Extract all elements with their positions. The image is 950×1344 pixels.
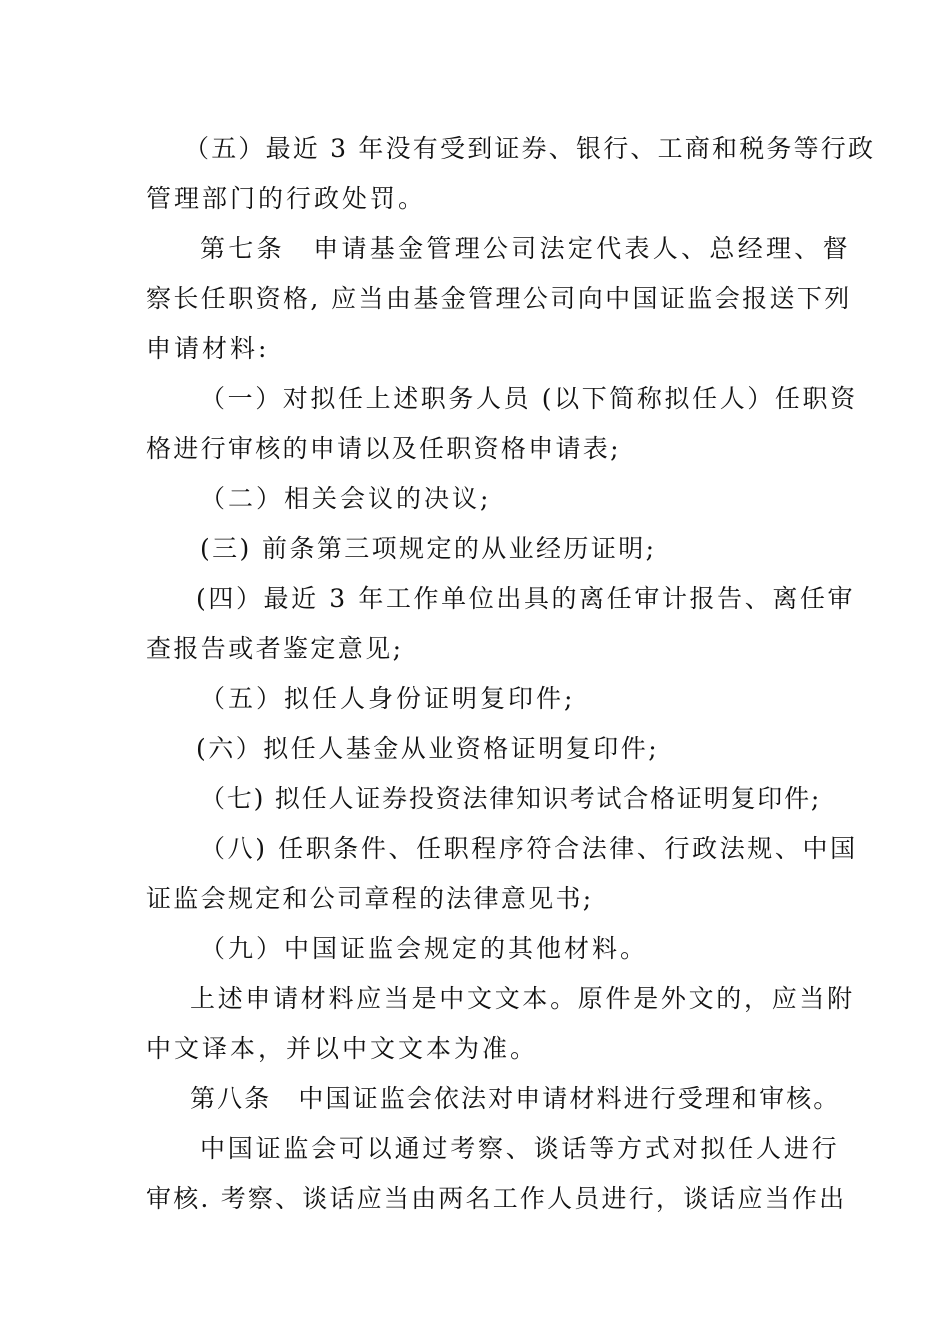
text-line: 查报告或者鉴定意见;: [146, 634, 404, 663]
text-line: 管理部门的行政处罚。: [146, 184, 427, 213]
text-line: 第八条 中国证监会依法对申请材料进行受理和审核。: [190, 1084, 841, 1113]
text-line: 上述申请材料应当是中文文本。原件是外文的，应当附: [190, 984, 855, 1013]
text-line: （一）对拟任上述职务人员 (以下简称拟任人）任职资: [200, 384, 858, 413]
text-line: 中国证监会可以通过考察、谈话等方式对拟任人进行: [200, 1134, 840, 1163]
text-line: （七) 拟任人证券投资法律知识考试合格证明复印件;: [200, 784, 822, 813]
text-line: 中文译本，并以中文文本为准。: [146, 1034, 539, 1063]
text-line: (三) 前条第三项规定的从业经历证明;: [200, 534, 657, 563]
text-line: (六）拟任人基金从业资格证明复印件;: [196, 734, 660, 763]
text-line: 格进行审核的申请以及任职资格申请表;: [146, 434, 621, 463]
text-line: （二）相关会议的决议;: [200, 484, 492, 513]
text-line: （五）最近 3 年没有受到证券、银行、工商和税务等行政: [184, 134, 876, 163]
text-line: （九）中国证监会规定的其他材料。: [200, 934, 649, 963]
text-line: (四）最近 3 年工作单位出具的离任审计报告、离任审: [196, 584, 856, 613]
text-line: 申请材料:: [146, 334, 270, 363]
text-line: （八) 任职条件、任职程序符合法律、行政法规、中国: [200, 834, 858, 863]
text-line: 第七条 申请基金管理公司法定代表人、总经理、督: [200, 234, 851, 263]
text-line: （五）拟任人身份证明复印件;: [200, 684, 576, 713]
text-line: 证监会规定和公司章程的法律意见书;: [146, 884, 594, 913]
text-line: 审核. 考察、谈话应当由两名工作人员进行，谈话应当作出: [146, 1184, 847, 1213]
text-line: 察长任职资格, 应当由基金管理公司向中国证监会报送下列: [146, 284, 852, 313]
